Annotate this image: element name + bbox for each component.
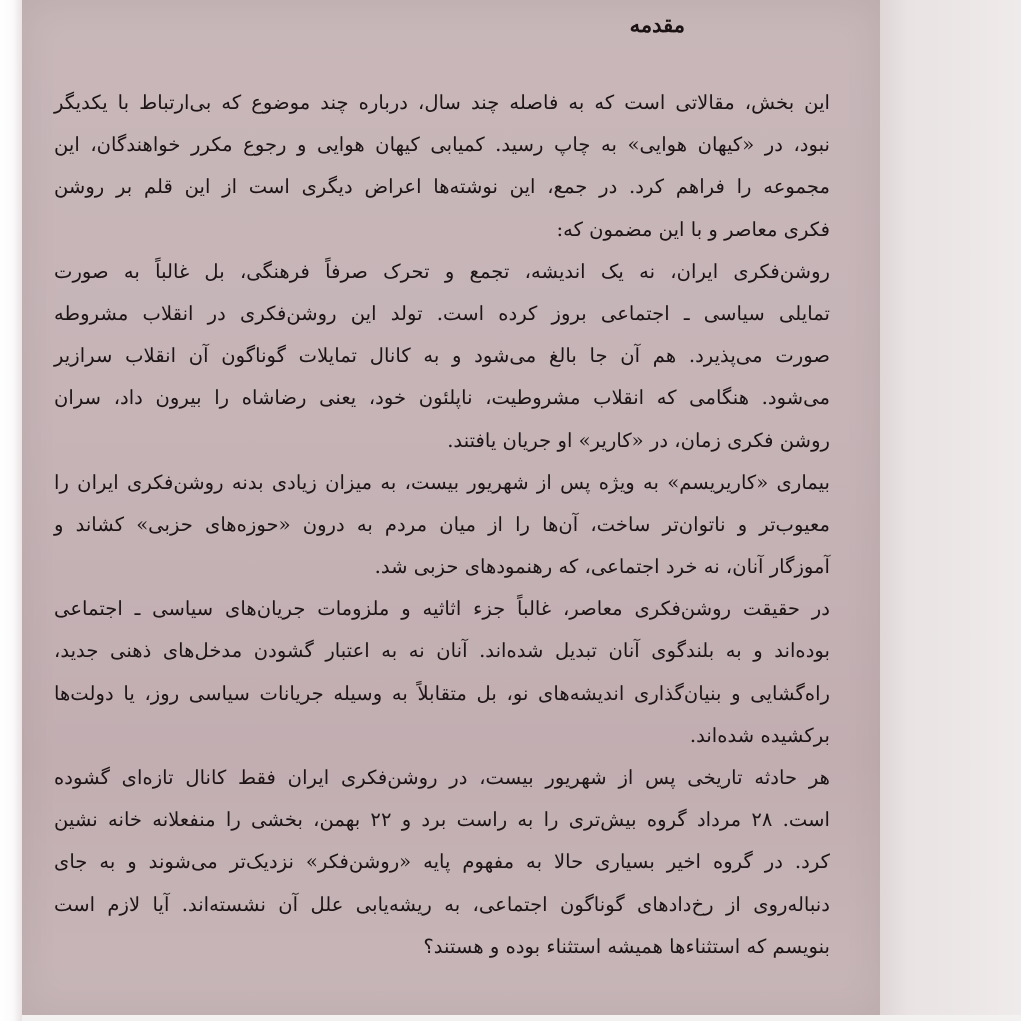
paragraph: [54, 251, 830, 462]
text-line: آموزگار آنان، نه خرد اجتماعی، که رهنمودهای حزبی شد.: [374, 555, 830, 579]
text-line: صورت می‌پذیرد. هم آن جا بالغ می‌شود و به کانال تمایلات گوناگون آن انقلاب سرازیر: [54, 344, 830, 368]
text-line: این بخش، مقالاتی است که به فاصله چند سال، درباره چند موضوع که بی‌ارتباط با یکدیگر: [54, 91, 830, 114]
scan-left-margin: [0, 0, 22, 1021]
text-line: مجموعه را فراهم کرد. در جمع، این نوشته‌ها اعراض دیگری است از این قلم بر روشن: [54, 175, 830, 199]
text-line: روشن فکری زمان، در «کاریر» او جریان یافتند.: [447, 428, 830, 452]
paragraph: [54, 588, 830, 757]
paragraph: [54, 462, 830, 589]
text-line: برکشیده شده‌اند.: [689, 723, 830, 747]
text-line: معیوب‌تر و ناتوان‌تر ساخت، آن‌ها را از میان مردم به درون «حوزه‌های حزبی» کشاند و: [54, 512, 830, 536]
text-line: بنویسم که استثناءها همیشه استثناء بوده و هستند؟: [423, 934, 830, 958]
paragraph: [54, 82, 830, 251]
text-line: دنباله‌روی از رخ‌دادهای گوناگون اجتماعی، به ریشه‌یابی علل آن نشسته‌اند. آیا لازم است: [54, 892, 830, 916]
text-line: نبود، در «کیهان هوایی» به چاپ رسید. کمیابی کیهان هوایی و رجوع مکرر خواهندگان، این: [54, 133, 830, 157]
text-line: تمایلی سیاسی ـ اجتماعی بروز کرده است. تولد این روشن‌فکری در انقلاب مشروطه: [54, 301, 830, 325]
text-line: راه‌گشایی و بنیان‌گذاری اندیشه‌های نو، بل متقابلاً به وسیله جریانات سیاسی روز، یا دولت‌ها: [54, 681, 830, 705]
text-line: کرد. در گروه اخیر بسیاری حالا به مفهوم پایه «روشن‌فکر» نزدیک‌تر می‌شوند و به جای: [54, 850, 830, 874]
text-line: روشن‌فکری ایران، نه یک اندیشه، تجمع و تحرک صرفاً فرهنگی، بل غالباً به صورت: [54, 259, 830, 283]
text-body: [54, 82, 830, 968]
text-line: بیماری «کاریریسم» به ویژه پس از شهریور بیست، به میزان زیادی بدنه روشن‌فکری ایران را: [54, 470, 830, 494]
text-line: هر حادثه تاریخی پس از شهریور بیست، در روشن‌فکری ایران فقط کانال تازه‌ای گشوده: [54, 766, 830, 789]
facing-page-edge: [880, 0, 1021, 1015]
text-line: در حقیقت روشن‌فکری معاصر، غالباً جزء اثاثیه و ملزومات جریان‌های سیاسی ـ اجتماعی: [54, 597, 830, 621]
page-heading: مقدمه: [629, 12, 685, 37]
text-line: بوده‌اند و به بلندگوی آنان تبدیل شده‌اند. آنان نه به اعتبار گشودن مدخل‌های ذهنی جدید،: [54, 639, 830, 663]
text-line: فکری معاصر و با این مضمون که:: [556, 217, 830, 241]
text-line: می‌شود. هنگامی که انقلاب مشروطیت، ناپلئون خود، یعنی رضاشاه را بیرون داد، سران: [54, 386, 830, 410]
text-line: است. ۲۸ مرداد گروه بیش‌تری را به راست برد و ۲۲ بهمن، بخشی را منفعلانه خانه نشین: [54, 808, 830, 832]
paragraph: [54, 757, 830, 968]
